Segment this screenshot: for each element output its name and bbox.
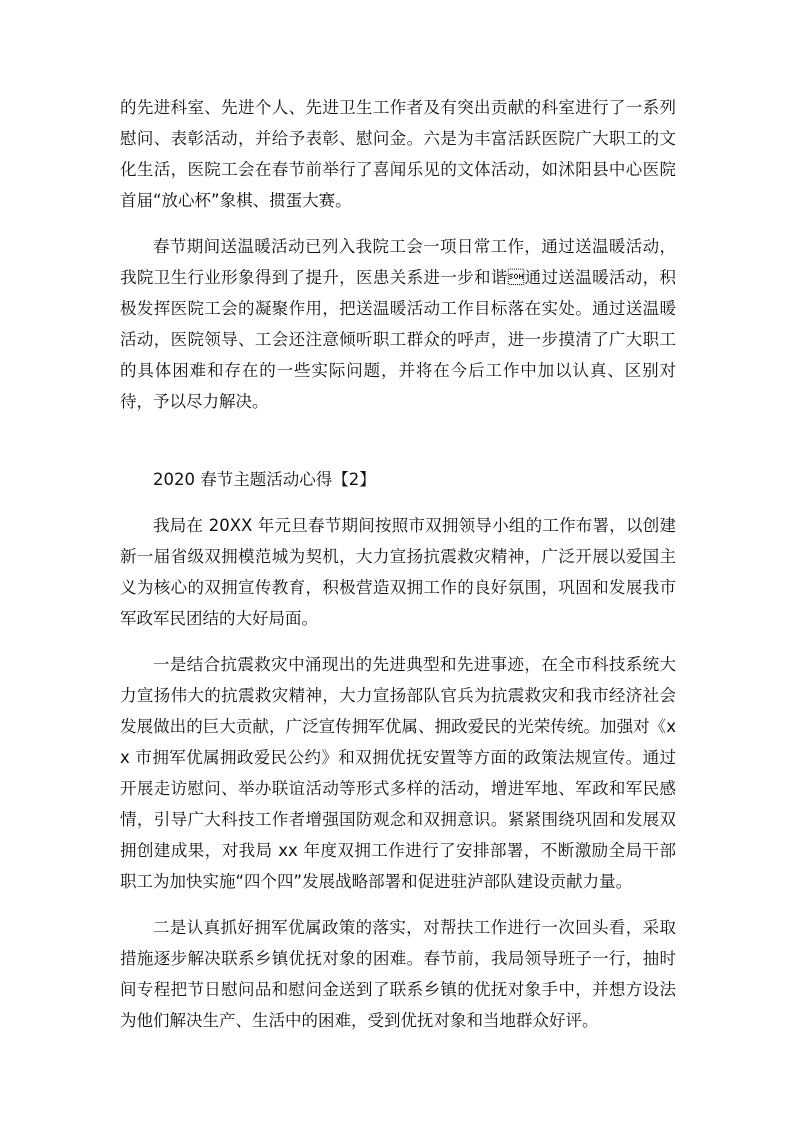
paragraph-spacer xyxy=(120,495,676,510)
paragraph-spacer xyxy=(120,634,676,649)
paragraph-spacer xyxy=(120,897,676,912)
document-page xyxy=(120,92,676,1036)
paragraph-spacer xyxy=(120,216,676,231)
paragraph-4: 一是结合抗震救灾中涌现出的先进典型和先进事迹，在全市科技系统大力宣扬伟大的抗震救灾精神，大力宣扬部队官兵为抗震救灾和我市经济社会发展做出的巨大贡献，广泛宣传拥军优属、拥政爱民的光荣传统。加强对《xx 市拥军优属拥政爱民公约》和双拥优抚安置等方面的政策法规宣传。通过开展走访慰问、举办联谊活动等形式多样的活动，增进军地、军政和军民感情，引导广大科技工作者增强国防观念和双拥意识。紧紧围绕巩固和发展双拥创建成果，对我局 xx 年度双拥工作进行了安排部署，不断激励全局干部职工为加快实施“四个四”发展战略部署和促进驻泸部队建设贡献力量。 xyxy=(120,655,676,891)
paragraph-1: 的先进科室、先进个人、先进卫生工作者及有突出贡献的科室进行了一系列慰问、表彰活动，并给予表彰、慰问金。六是为丰富活跃医院广大职工的文化生活，医院工会在春节前举行了喜闻乐见的文体活动，如沭阳县中心医院首届“放心杯”象棋、掼蛋大赛。 xyxy=(120,98,676,210)
section-spacer xyxy=(120,417,676,464)
section-heading: 2020 春节主题活动心得【2】 xyxy=(153,470,376,489)
paragraph-5: 二是认真抓好拥军优属政策的落实，对帮扶工作进行一次回头看，采取措施逐步解决联系乡镇优抚对象的困难。春节前，我局领导班子一行，抽时间专程把节日慰问品和慰问金送到了联系乡镇的优抚对象手中，并想方设法为他们解决生产、生活中的困难，受到优抚对象和当地群众好评。 xyxy=(120,918,676,1030)
paragraph-2: 春节期间送温暖活动已列入我院工会一项日常工作，通过送温暖活动，我院卫生行业形象得到了提升，医患关系进一步和谐通过送温暖活动，积极发挥医院工会的凝聚作用，把送温暖活动工作目标落在实处。通过送温暖活动，医院领导、工会还注意倾听职工群众的呼声，进一步摸清了广大职工的具体困难和存在的一些实际问题，并将在今后工作中加以认真、区别对待，予以尽力解决。 xyxy=(120,237,676,411)
paragraph-3: 我局在 20XX 年元旦春节期间按照市双拥领导小组的工作布署，以创建新一届省级双拥模范城为契机，大力宣扬抗震救灾精神，广泛开展以爱国主义为核心的双拥宣传教育，积极营造双拥工作的良好氛围，巩固和发展我市军政军民团结的大好局面。 xyxy=(120,516,676,628)
